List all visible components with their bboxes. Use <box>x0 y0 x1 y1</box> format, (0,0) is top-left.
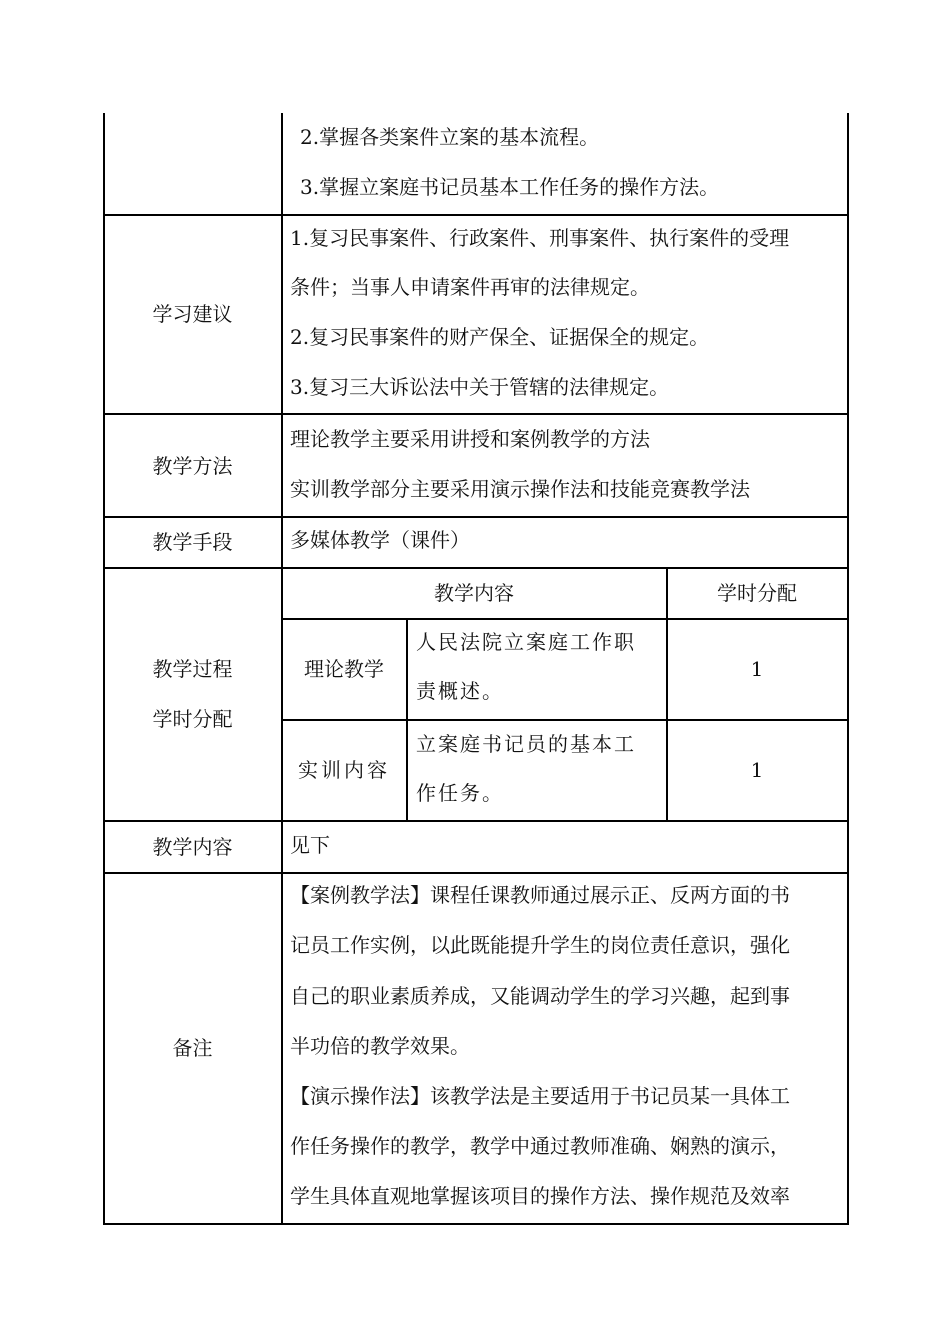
study-advice-label: 学习建议 <box>152 302 233 326</box>
remarks-line: 【演示操作法】该教学法是主要适用于书记员某一具体工 <box>290 1084 790 1108</box>
remarks-label: 备注 <box>172 1036 213 1060</box>
table-bottom-border <box>103 1223 848 1225</box>
remarks-line: 记员工作实例，以此既能提升学生的岗位责任意识，强化 <box>290 933 790 957</box>
study-advice-line: 1.复习民事案件、行政案件、刑事案件、执行案件的受理 <box>290 226 790 250</box>
remarks-line: 半功倍的教学效果。 <box>290 1034 470 1058</box>
process-row-content: 作任务。 <box>416 781 504 805</box>
remarks-line: 作任务操作的教学，教学中通过教师准确、娴熟的演示， <box>290 1134 790 1158</box>
process-row-hours: 1 <box>750 758 764 782</box>
objective-line: 3.掌握立案庭书记员基本工作任务的操作方法。 <box>300 175 720 199</box>
process-allocation-label <box>104 568 281 820</box>
teaching-means-value: 多媒体教学（课件） <box>290 528 470 552</box>
process-row-content: 人民法院立案庭工作职 <box>416 630 636 654</box>
process-content-header: 教学内容 <box>434 581 514 605</box>
remarks-line: 自己的职业素质养成，又能调动学生的学习兴趣，起到事 <box>290 984 790 1008</box>
remarks-line: 学生具体直观地掌握该项目的操作方法、操作规范及效率 <box>290 1184 790 1208</box>
teaching-means-label: 教学手段 <box>152 530 233 554</box>
process-row-content: 责概述。 <box>416 679 504 703</box>
process-hours-header: 学时分配 <box>717 581 797 605</box>
remarks-line: 【案例教学法】课程任课教师通过展示正、反两方面的书 <box>290 883 790 907</box>
process-row-content: 立案庭书记员的基本工 <box>416 732 636 756</box>
study-advice-line: 条件；当事人申请案件再审的法律规定。 <box>290 275 650 299</box>
process-row-type: 理论教学 <box>304 657 384 681</box>
teaching-method-line: 理论教学主要采用讲授和案例教学的方法 <box>290 427 650 451</box>
process-row-hours: 1 <box>750 657 764 681</box>
process-allocation-label-line2: 学时分配 <box>152 707 233 731</box>
teaching-content-label: 教学内容 <box>152 834 233 859</box>
teaching-method-label: 教学方法 <box>152 453 233 478</box>
objective-line: 2.掌握各类案件立案的基本流程。 <box>300 125 600 149</box>
process-allocation-label-line1: 教学过程 <box>152 657 233 681</box>
teaching-content-value: 见下 <box>290 833 330 857</box>
study-advice-line: 3.复习三大诉讼法中关于管辖的法律规定。 <box>290 375 670 399</box>
teaching-method-line: 实训教学部分主要采用演示操作法和技能竞赛教学法 <box>290 477 750 501</box>
table-right-border <box>847 113 849 1225</box>
study-advice-line: 2.复习民事案件的财产保全、证据保全的规定。 <box>290 325 710 349</box>
process-row-type: 实训内容 <box>298 758 390 782</box>
